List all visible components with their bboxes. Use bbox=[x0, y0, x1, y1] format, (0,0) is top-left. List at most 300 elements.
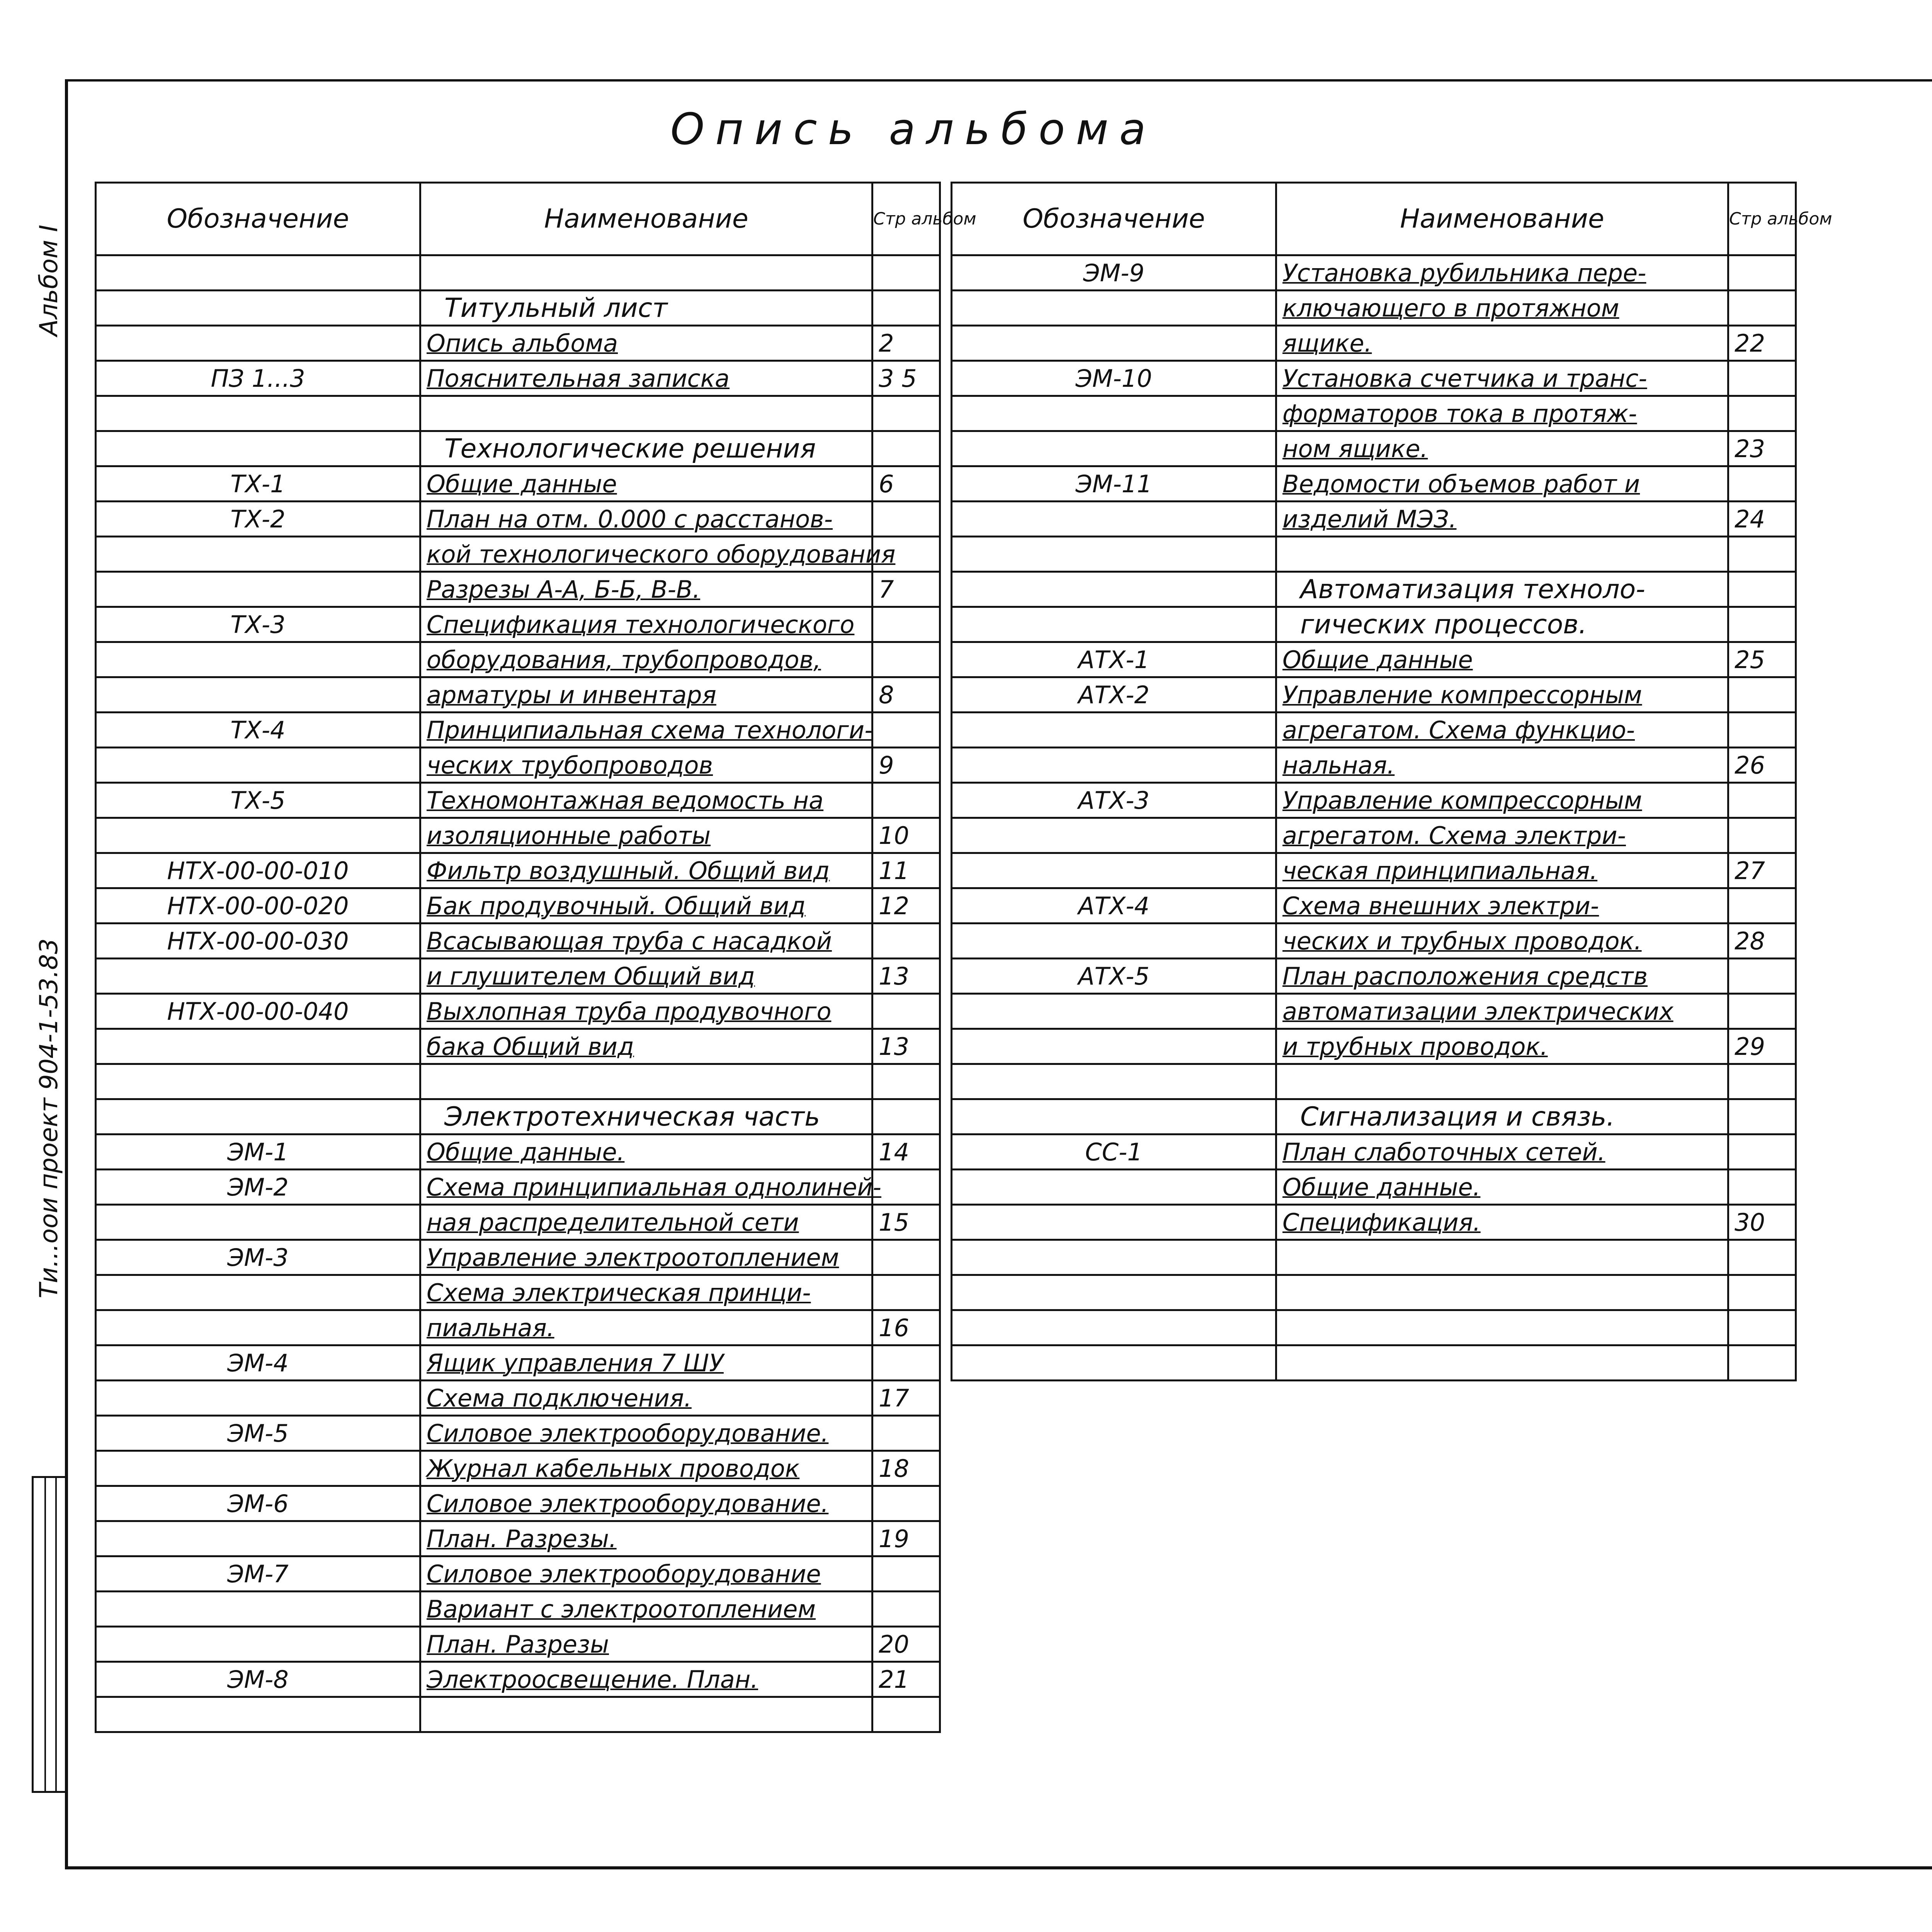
row-code: АТХ-3 bbox=[952, 783, 1276, 818]
row-page bbox=[1728, 1170, 1796, 1205]
table-row bbox=[96, 431, 940, 466]
row-code bbox=[96, 291, 420, 326]
row-name bbox=[1276, 1310, 1728, 1345]
row-name: Управление компрессорным bbox=[1276, 783, 1728, 818]
row-page bbox=[1728, 361, 1796, 396]
table-row bbox=[952, 853, 1796, 888]
row-page bbox=[1728, 572, 1796, 607]
row-code bbox=[96, 677, 420, 713]
table-row bbox=[96, 818, 940, 853]
table-row bbox=[96, 1627, 940, 1662]
row-code bbox=[96, 1381, 420, 1416]
row-name: Схема электрическая принци- bbox=[420, 1275, 872, 1310]
row-name: План слаботочных сетей. bbox=[1276, 1134, 1728, 1170]
row-name: и глушителем Общий вид bbox=[420, 959, 872, 994]
row-name: гических процессов. bbox=[1276, 607, 1728, 642]
row-code bbox=[96, 255, 420, 291]
table-row bbox=[96, 1345, 940, 1381]
project-label: Ти...оои проект 904-1-53.83 bbox=[35, 938, 63, 1298]
register-table-left bbox=[95, 182, 976, 1733]
table-row bbox=[952, 255, 1796, 291]
row-code: ЭМ-8 bbox=[96, 1662, 420, 1697]
row-page: 28 bbox=[1728, 923, 1796, 959]
row-code: НТХ-00-00-020 bbox=[96, 888, 420, 923]
table-row bbox=[952, 1029, 1796, 1064]
row-name bbox=[420, 1697, 872, 1732]
row-page: 17 bbox=[872, 1381, 940, 1416]
row-name: ная распределительной сети bbox=[420, 1205, 872, 1240]
row-code bbox=[952, 1345, 1276, 1381]
row-page: 15 bbox=[872, 1205, 940, 1240]
row-page bbox=[1728, 607, 1796, 642]
row-page bbox=[872, 1170, 940, 1205]
row-code bbox=[952, 1310, 1276, 1345]
table-row bbox=[952, 431, 1796, 466]
table-row bbox=[96, 1486, 940, 1521]
table-row bbox=[96, 1310, 940, 1345]
row-name bbox=[1276, 1240, 1728, 1275]
row-code bbox=[952, 502, 1276, 537]
row-code bbox=[96, 1451, 420, 1486]
table-row bbox=[96, 713, 940, 748]
row-page bbox=[1728, 291, 1796, 326]
row-page bbox=[1728, 396, 1796, 431]
row-page bbox=[1728, 888, 1796, 923]
row-page bbox=[872, 1416, 940, 1451]
row-name: Пояснительная записка bbox=[420, 361, 872, 396]
table-row bbox=[952, 291, 1796, 326]
row-code bbox=[952, 1170, 1276, 1205]
header-page: Стр альбом bbox=[1728, 183, 1796, 255]
row-name: изоляционные работы bbox=[420, 818, 872, 853]
row-code bbox=[96, 537, 420, 572]
row-name: Управление компрессорным bbox=[1276, 677, 1728, 713]
row-page bbox=[872, 1556, 940, 1592]
row-code bbox=[952, 1240, 1276, 1275]
row-page bbox=[872, 255, 940, 291]
row-page: 27 bbox=[1728, 853, 1796, 888]
row-code: ЭМ-10 bbox=[952, 361, 1276, 396]
table-row bbox=[96, 1029, 940, 1064]
row-code bbox=[96, 1627, 420, 1662]
table-row bbox=[96, 1662, 940, 1697]
register-table-right bbox=[951, 182, 1832, 1381]
row-page: 19 bbox=[872, 1521, 940, 1556]
row-name bbox=[1276, 1345, 1728, 1381]
row-page: 8 bbox=[872, 677, 940, 713]
row-code bbox=[96, 1029, 420, 1064]
table-row bbox=[96, 923, 940, 959]
table-row bbox=[952, 748, 1796, 783]
row-page bbox=[1728, 255, 1796, 291]
row-code bbox=[96, 326, 420, 361]
row-page bbox=[1728, 994, 1796, 1029]
header-code: Обозначение bbox=[96, 183, 420, 255]
row-code bbox=[952, 1275, 1276, 1310]
row-name: Ведомости объемов работ и bbox=[1276, 466, 1728, 502]
row-page bbox=[1728, 466, 1796, 502]
row-page bbox=[872, 1275, 940, 1310]
row-name: План на отм. 0.000 с расстанов- bbox=[420, 502, 872, 537]
row-code bbox=[952, 326, 1276, 361]
row-code: ПЗ 1...3 bbox=[96, 361, 420, 396]
row-code bbox=[952, 431, 1276, 466]
row-name: Силовое электрооборудование. bbox=[420, 1416, 872, 1451]
row-code bbox=[952, 923, 1276, 959]
row-page bbox=[1728, 959, 1796, 994]
row-page bbox=[1728, 677, 1796, 713]
row-code bbox=[96, 1521, 420, 1556]
row-page: 22 bbox=[1728, 326, 1796, 361]
row-code: ЭМ-6 bbox=[96, 1486, 420, 1521]
row-code bbox=[96, 818, 420, 853]
row-name: пиальная. bbox=[420, 1310, 872, 1345]
row-page: 21 bbox=[872, 1662, 940, 1697]
table-row bbox=[952, 502, 1796, 537]
table-row bbox=[96, 291, 940, 326]
row-name: Общие данные. bbox=[420, 1134, 872, 1170]
row-page: 2 bbox=[872, 326, 940, 361]
table-row bbox=[96, 1134, 940, 1170]
row-code bbox=[96, 959, 420, 994]
row-code: НТХ-00-00-030 bbox=[96, 923, 420, 959]
row-code bbox=[96, 1592, 420, 1627]
row-code bbox=[952, 396, 1276, 431]
table-row bbox=[96, 888, 940, 923]
row-name: Технологические решения bbox=[420, 431, 872, 466]
row-page bbox=[872, 1240, 940, 1275]
row-page: 13 bbox=[872, 959, 940, 994]
row-code: АТХ-4 bbox=[952, 888, 1276, 923]
table-row bbox=[96, 537, 940, 572]
table-row bbox=[952, 1240, 1796, 1275]
row-page bbox=[1728, 1310, 1796, 1345]
row-page bbox=[1728, 818, 1796, 853]
row-page bbox=[1728, 1134, 1796, 1170]
row-code bbox=[96, 1697, 420, 1732]
table-row bbox=[952, 959, 1796, 994]
row-code bbox=[952, 291, 1276, 326]
table-row bbox=[952, 326, 1796, 361]
row-name: Установка счетчика и транс- bbox=[1276, 361, 1728, 396]
table-row bbox=[96, 1451, 940, 1486]
row-name: Установка рубильника пере- bbox=[1276, 255, 1728, 291]
row-code: ЭМ-2 bbox=[96, 1170, 420, 1205]
page-title: Опись альбома bbox=[670, 104, 1157, 155]
row-page bbox=[1728, 1099, 1796, 1134]
row-page: 12 bbox=[872, 888, 940, 923]
row-name: Опись альбома bbox=[420, 326, 872, 361]
row-name bbox=[1276, 1275, 1728, 1310]
row-code: ЭМ-7 bbox=[96, 1556, 420, 1592]
row-code bbox=[96, 1310, 420, 1345]
row-name: План. Разрезы bbox=[420, 1627, 872, 1662]
header-code: Обозначение bbox=[952, 183, 1276, 255]
table-row bbox=[952, 888, 1796, 923]
row-page bbox=[872, 923, 940, 959]
row-code bbox=[952, 537, 1276, 572]
row-name bbox=[1276, 1064, 1728, 1099]
row-name: агрегатом. Схема электри- bbox=[1276, 818, 1728, 853]
row-name: ключающего в протяжном bbox=[1276, 291, 1728, 326]
row-name: автоматизации электрических bbox=[1276, 994, 1728, 1029]
row-name: Силовое электрооборудование. bbox=[420, 1486, 872, 1521]
table-row bbox=[96, 1592, 940, 1627]
row-code bbox=[96, 748, 420, 783]
row-page: 14 bbox=[872, 1134, 940, 1170]
row-name: План расположения средств bbox=[1276, 959, 1728, 994]
album-label: Альбом I bbox=[35, 224, 63, 336]
row-name: ческих трубопроводов bbox=[420, 748, 872, 783]
row-name: Техномонтажная ведомость на bbox=[420, 783, 872, 818]
row-page: 18 bbox=[872, 1451, 940, 1486]
row-page bbox=[1728, 1240, 1796, 1275]
row-page: 25 bbox=[1728, 642, 1796, 677]
row-code: ЭМ-5 bbox=[96, 1416, 420, 1451]
row-code: НТХ-00-00-010 bbox=[96, 853, 420, 888]
row-name: Спецификация технологического bbox=[420, 607, 872, 642]
row-code: ЭМ-9 bbox=[952, 255, 1276, 291]
row-name: Электротехническая часть bbox=[420, 1099, 872, 1134]
row-page bbox=[872, 1345, 940, 1381]
row-code bbox=[952, 1205, 1276, 1240]
row-page bbox=[1728, 537, 1796, 572]
row-page bbox=[872, 1592, 940, 1627]
table-row bbox=[952, 361, 1796, 396]
row-page: 23 bbox=[1728, 431, 1796, 466]
row-page: 24 bbox=[1728, 502, 1796, 537]
row-name: Силовое электрооборудование bbox=[420, 1556, 872, 1592]
row-code bbox=[952, 572, 1276, 607]
row-code bbox=[952, 1029, 1276, 1064]
row-code: СС-1 bbox=[952, 1134, 1276, 1170]
row-page: 10 bbox=[872, 818, 940, 853]
table-row bbox=[96, 1697, 940, 1732]
row-page bbox=[872, 783, 940, 818]
row-code: АТХ-2 bbox=[952, 677, 1276, 713]
row-name: ящике. bbox=[1276, 326, 1728, 361]
row-name bbox=[420, 255, 872, 291]
table-row bbox=[952, 923, 1796, 959]
row-name: ческая принципиальная. bbox=[1276, 853, 1728, 888]
table-row bbox=[96, 1170, 940, 1205]
table-row bbox=[952, 1134, 1796, 1170]
row-page bbox=[872, 994, 940, 1029]
row-name: Разрезы А-А, Б-Б, В-В. bbox=[420, 572, 872, 607]
row-name: Журнал кабельных проводок bbox=[420, 1451, 872, 1486]
row-code: ТХ-3 bbox=[96, 607, 420, 642]
table-row bbox=[952, 1310, 1796, 1345]
row-code: ТХ-4 bbox=[96, 713, 420, 748]
row-page bbox=[872, 396, 940, 431]
row-code bbox=[96, 1205, 420, 1240]
table-row bbox=[96, 502, 940, 537]
table-row bbox=[952, 677, 1796, 713]
row-name: Выхлопная труба продувочного bbox=[420, 994, 872, 1029]
row-page: 13 bbox=[872, 1029, 940, 1064]
row-name: ном ящике. bbox=[1276, 431, 1728, 466]
table-row bbox=[96, 783, 940, 818]
row-name: Фильтр воздушный. Общий вид bbox=[420, 853, 872, 888]
row-name: Схема принципиальная однолиней- bbox=[420, 1170, 872, 1205]
table-row bbox=[952, 818, 1796, 853]
row-name: Автоматизация техноло- bbox=[1276, 572, 1728, 607]
row-code bbox=[952, 994, 1276, 1029]
table-row bbox=[952, 642, 1796, 677]
table-row bbox=[952, 1275, 1796, 1310]
row-page bbox=[1728, 783, 1796, 818]
row-code bbox=[952, 713, 1276, 748]
row-name: агрегатом. Схема функцио- bbox=[1276, 713, 1728, 748]
row-name: Всасывающая труба с насадкой bbox=[420, 923, 872, 959]
table-row bbox=[96, 466, 940, 502]
table-row bbox=[96, 748, 940, 783]
table-row bbox=[96, 994, 940, 1029]
row-name bbox=[1276, 537, 1728, 572]
row-page bbox=[1728, 713, 1796, 748]
table-row bbox=[952, 994, 1796, 1029]
row-code: НТХ-00-00-040 bbox=[96, 994, 420, 1029]
table-row bbox=[952, 1064, 1796, 1099]
row-page bbox=[1728, 1275, 1796, 1310]
table-row bbox=[96, 1381, 940, 1416]
header-page: Стр альбом bbox=[872, 183, 940, 255]
row-page: 9 bbox=[872, 748, 940, 783]
row-page bbox=[872, 502, 940, 537]
row-page bbox=[872, 291, 940, 326]
header-name: Наименование bbox=[1276, 183, 1728, 255]
row-code: ЭМ-1 bbox=[96, 1134, 420, 1170]
row-name: Титульный лист bbox=[420, 291, 872, 326]
row-page bbox=[872, 431, 940, 466]
row-name: и трубных проводок. bbox=[1276, 1029, 1728, 1064]
row-page bbox=[1728, 1064, 1796, 1099]
table-row bbox=[96, 677, 940, 713]
row-page: 26 bbox=[1728, 748, 1796, 783]
row-page: 20 bbox=[872, 1627, 940, 1662]
row-name: Ящик управления 7 ШУ bbox=[420, 1345, 872, 1381]
row-name: Общие данные. bbox=[1276, 1170, 1728, 1205]
row-page bbox=[872, 713, 940, 748]
table-row bbox=[96, 1416, 940, 1451]
row-name: Принципиальная схема технологи- bbox=[420, 713, 872, 748]
row-name bbox=[420, 396, 872, 431]
row-page: 30 bbox=[1728, 1205, 1796, 1240]
row-name: изделий МЭЗ. bbox=[1276, 502, 1728, 537]
row-page: 11 bbox=[872, 853, 940, 888]
row-name: Общие данные bbox=[1276, 642, 1728, 677]
row-code: ЭМ-3 bbox=[96, 1240, 420, 1275]
row-code: АТХ-1 bbox=[952, 642, 1276, 677]
row-code bbox=[96, 1064, 420, 1099]
table-row bbox=[96, 361, 940, 396]
side-stamp bbox=[32, 1476, 65, 1793]
row-code bbox=[96, 572, 420, 607]
table-row bbox=[952, 1170, 1796, 1205]
row-name: кой технологического оборудования bbox=[420, 537, 872, 572]
row-code bbox=[96, 431, 420, 466]
row-name: Схема подключения. bbox=[420, 1381, 872, 1416]
row-code: АТХ-5 bbox=[952, 959, 1276, 994]
table-row bbox=[96, 1205, 940, 1240]
row-page: 7 bbox=[872, 572, 940, 607]
row-code bbox=[952, 607, 1276, 642]
row-name: Управление электроотоплением bbox=[420, 1240, 872, 1275]
table-row bbox=[96, 572, 940, 607]
row-name: бака Общий вид bbox=[420, 1029, 872, 1064]
row-page bbox=[872, 1099, 940, 1134]
table-row bbox=[96, 1099, 940, 1134]
row-name: Бак продувочный. Общий вид bbox=[420, 888, 872, 923]
row-name: Схема внешних электри- bbox=[1276, 888, 1728, 923]
row-page: 6 bbox=[872, 466, 940, 502]
table-row bbox=[952, 607, 1796, 642]
table-row bbox=[96, 255, 940, 291]
row-page bbox=[872, 1064, 940, 1099]
table-row bbox=[952, 537, 1796, 572]
row-code: ТХ-2 bbox=[96, 502, 420, 537]
row-name: ческих и трубных проводок. bbox=[1276, 923, 1728, 959]
table-row bbox=[952, 783, 1796, 818]
row-code bbox=[952, 853, 1276, 888]
row-page bbox=[872, 607, 940, 642]
table-row bbox=[96, 959, 940, 994]
table-row bbox=[96, 1521, 940, 1556]
header-name: Наименование bbox=[420, 183, 872, 255]
table-row bbox=[96, 1240, 940, 1275]
table-row bbox=[952, 572, 1796, 607]
table-row bbox=[96, 1275, 940, 1310]
row-name bbox=[420, 1064, 872, 1099]
row-page bbox=[872, 642, 940, 677]
row-page bbox=[872, 1697, 940, 1732]
row-code: ТХ-5 bbox=[96, 783, 420, 818]
table-row bbox=[952, 713, 1796, 748]
row-name: оборудования, трубопроводов, bbox=[420, 642, 872, 677]
table-row bbox=[96, 326, 940, 361]
row-page: 29 bbox=[1728, 1029, 1796, 1064]
row-code: ЭМ-11 bbox=[952, 466, 1276, 502]
row-code bbox=[96, 396, 420, 431]
row-name: арматуры и инвентаря bbox=[420, 677, 872, 713]
row-name: Вариант с электроотоплением bbox=[420, 1592, 872, 1627]
row-code bbox=[952, 1099, 1276, 1134]
table-row bbox=[952, 1205, 1796, 1240]
table-row bbox=[96, 642, 940, 677]
row-code bbox=[952, 748, 1276, 783]
row-name: форматоров тока в протяж- bbox=[1276, 396, 1728, 431]
row-page: 16 bbox=[872, 1310, 940, 1345]
row-name: Электроосвещение. План. bbox=[420, 1662, 872, 1697]
row-page: 3 5 bbox=[872, 361, 940, 396]
row-name: Спецификация. bbox=[1276, 1205, 1728, 1240]
row-page bbox=[872, 1486, 940, 1521]
row-page bbox=[1728, 1345, 1796, 1381]
row-name: нальная. bbox=[1276, 748, 1728, 783]
table-row bbox=[96, 853, 940, 888]
table-row bbox=[96, 1064, 940, 1099]
row-code bbox=[96, 1099, 420, 1134]
row-name: План. Разрезы. bbox=[420, 1521, 872, 1556]
table-row bbox=[96, 607, 940, 642]
row-code bbox=[96, 1275, 420, 1310]
row-code: ЭМ-4 bbox=[96, 1345, 420, 1381]
table-row bbox=[96, 1556, 940, 1592]
table-row bbox=[952, 1345, 1796, 1381]
table-row bbox=[952, 1099, 1796, 1134]
row-name: Общие данные bbox=[420, 466, 872, 502]
row-code bbox=[952, 1064, 1276, 1099]
